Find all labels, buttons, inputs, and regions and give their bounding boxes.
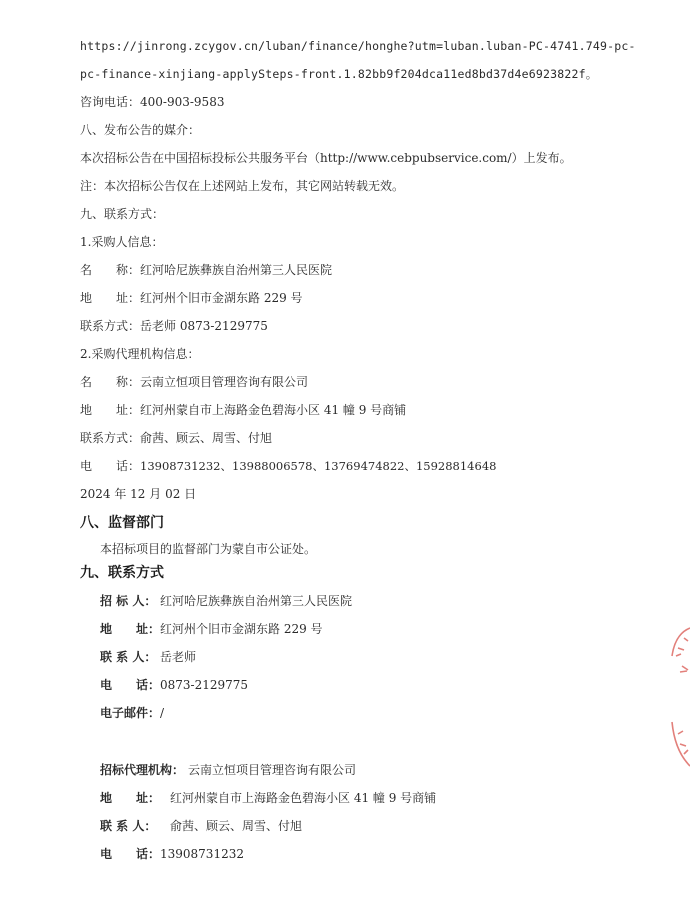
buyer-name: 红河哈尼族彝族自治州第三人民医院	[140, 263, 333, 277]
url-line-2: pc-finance-xinjiang-applySteps-front.1.82bb9f204dca11ed8bd37d4e6923822f。	[80, 67, 598, 81]
contact-title: 九、联系方式：	[80, 207, 165, 221]
agent-name-row	[80, 374, 308, 390]
agency-person-row	[100, 818, 302, 834]
agency-phone-label: 电 话：	[100, 847, 161, 861]
agent-name: 云南立恒项目管理咨询有限公司	[140, 375, 309, 389]
buyer-name-row	[80, 262, 332, 278]
red-seal-stamp	[666, 622, 690, 772]
url-line-1: https://jinrong.zcygov.cn/luban/finance/honghe?utm=luban.luban-PC-4741.749-pc-	[80, 39, 636, 53]
contact-phone: 0873-2129775	[160, 678, 249, 692]
buyer-contact: 岳老师 0873-2129775	[140, 319, 268, 333]
agency-person-label: 联 系 人：	[100, 819, 157, 833]
contact-phone-label: 电 话：	[100, 678, 161, 692]
contact-email-label: 电子邮件：	[100, 706, 161, 720]
agency-addr-row	[100, 790, 436, 806]
agency-addr: 红河州蒙自市上海路金色碧海小区 41 幢 9 号商铺	[170, 791, 437, 805]
contact-person: 岳老师	[160, 650, 197, 664]
agent-contact-row	[80, 430, 272, 446]
agent-tel-label: 电 话：	[80, 459, 141, 473]
contact-person-label: 联 系 人：	[100, 650, 157, 664]
buyer-addr: 红河州个旧市金湖东路 229 号	[140, 291, 303, 305]
tenderer-row	[100, 593, 352, 609]
agency: 云南立恒项目管理咨询有限公司	[188, 763, 357, 777]
contact-addr-label: 地 址：	[100, 622, 161, 636]
agent-name-label: 名 称：	[80, 375, 141, 389]
notice-date: 2024 年 12 月 02 日	[80, 487, 197, 501]
agency-phone-row	[100, 846, 244, 862]
agent-title: 2.采购代理机构信息：	[80, 347, 200, 361]
supervision-heading: 八、监督部门	[80, 515, 164, 531]
contact-addr-row	[100, 621, 323, 637]
agent-tel: 13908731232、13988006578、13769474822、15928814648	[140, 459, 497, 473]
contact-email: /	[160, 706, 165, 720]
consult-phone: 咨询电话：400-903-9583	[80, 95, 225, 109]
agency-person: 俞茜、顾云、周雪、付旭	[170, 819, 303, 833]
media-text: 本次招标公告在中国招标投标公共服务平台（http://www.cebpubservice.com/）上发布。	[80, 151, 572, 165]
contact-heading: 九、联系方式	[80, 565, 164, 581]
media-note: 注：本次招标公告仅在上述网站上发布，其它网站转载无效。	[80, 179, 405, 193]
buyer-contact-row	[80, 318, 268, 334]
agency-label: 招标代理机构：	[100, 763, 185, 777]
buyer-contact-label: 联系方式：	[80, 319, 141, 333]
agent-tel-row	[80, 458, 496, 474]
agent-contact-label: 联系方式：	[80, 431, 141, 445]
agency-phone: 13908731232	[160, 847, 244, 861]
agent-addr: 红河州蒙自市上海路金色碧海小区 41 幢 9 号商铺	[140, 403, 407, 417]
agent-addr-row	[80, 402, 406, 418]
supervision-text: 本招标项目的监督部门为蒙自市公证处。	[100, 542, 317, 556]
agency-row	[100, 762, 356, 778]
tenderer: 红河哈尼族彝族自治州第三人民医院	[160, 594, 353, 608]
tenderer-label: 招 标 人：	[100, 594, 157, 608]
buyer-addr-label: 地 址：	[80, 291, 141, 305]
contact-email-row	[100, 705, 164, 721]
agent-contact: 俞茜、顾云、周雪、付旭	[140, 431, 273, 445]
buyer-addr-row	[80, 290, 303, 306]
contact-phone-row	[100, 677, 248, 693]
media-title: 八、发布公告的媒介：	[80, 123, 201, 137]
buyer-title: 1.采购人信息：	[80, 235, 164, 249]
buyer-name-label: 名 称：	[80, 263, 141, 277]
agent-addr-label: 地 址：	[80, 403, 141, 417]
contact-person-row	[100, 649, 196, 665]
agency-addr-label: 地 址：	[100, 791, 161, 805]
contact-addr: 红河州个旧市金湖东路 229 号	[160, 622, 323, 636]
